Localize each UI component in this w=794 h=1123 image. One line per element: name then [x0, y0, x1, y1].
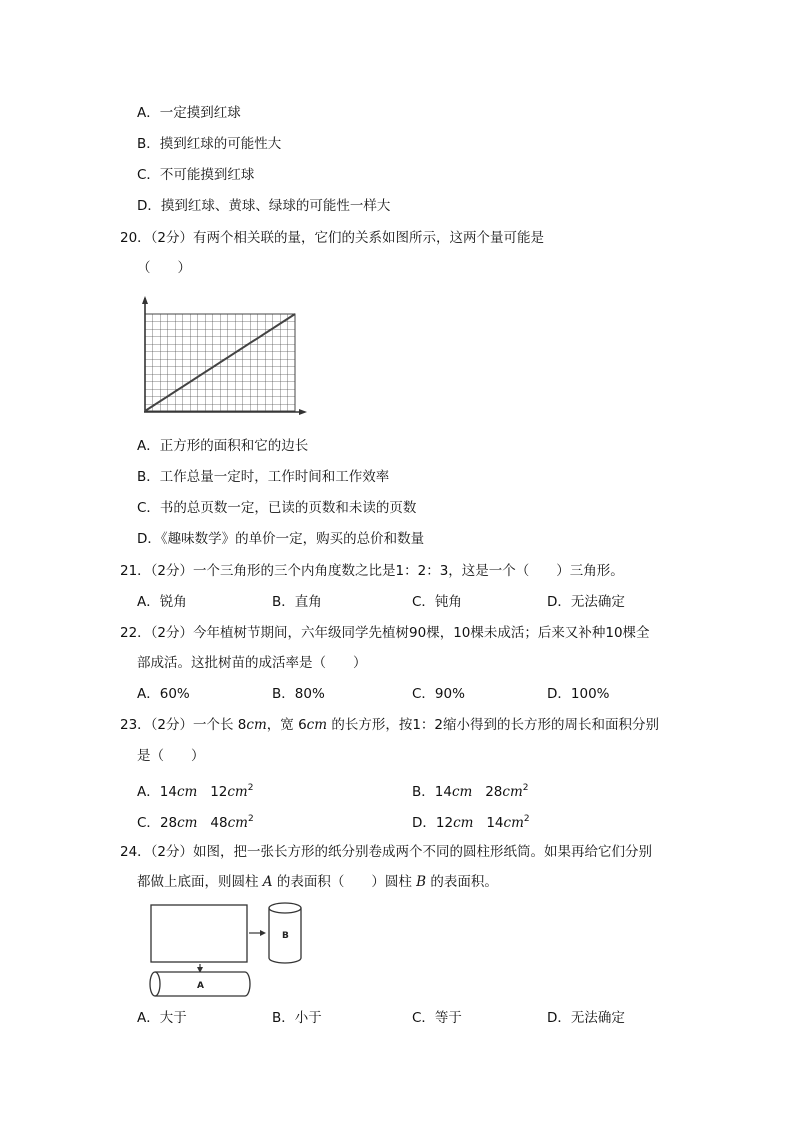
q24-option-c: C．等于: [412, 1010, 462, 1026]
q24-option-d: D．无法确定: [547, 1010, 625, 1026]
q21-option-d: D．无法确定: [547, 594, 625, 610]
q20-graph-x-arrow: [299, 409, 307, 415]
q24-option-b: B．小于: [272, 1010, 322, 1026]
q20-answer-paren: （ ）: [137, 260, 191, 276]
q21-stem: 21．（2分）一个三角形的三个内角度数之比是1：2：3，这是一个（ ）三角形。: [120, 563, 624, 579]
q24-stem-line1: 24．（2分）如图，把一张长方形的纸分别卷成两个不同的圆柱形纸筒。如果再给它们分别: [120, 844, 653, 860]
q19-option-c: C．不可能摸到红球: [137, 167, 255, 183]
q20-option-b: B．工作总量一定时，工作时间和工作效率: [137, 469, 390, 485]
q22-option-d: D．100%: [547, 686, 610, 702]
q24-label-b: B: [282, 931, 289, 941]
q24-option-a: A．大于: [137, 1010, 187, 1026]
q22-stem-line2: 部成活。这批树苗的成活率是（ ）: [137, 655, 367, 671]
q19-option-b: B．摸到红球的可能性大: [137, 136, 282, 152]
q24-label-a: A: [197, 981, 204, 991]
q22-option-a: A．60%: [137, 686, 190, 702]
q20-option-c: C．书的总页数一定，已读的页数和未读的页数: [137, 500, 417, 516]
q21-option-c: C．钝角: [412, 594, 462, 610]
q23-stem-line2: 是（ ）: [137, 748, 205, 764]
q20-stem: 20．（2分）有两个相关联的量，它们的关系如图所示，这两个量可能是: [120, 230, 545, 246]
q20-graph-y-arrow: [142, 296, 148, 304]
q24-paper-rectangle: [151, 905, 247, 962]
q22-option-c: C．90%: [412, 686, 465, 702]
q21-option-b: B．直角: [272, 594, 322, 610]
q24-cylinder-b: [269, 903, 301, 963]
q19-option-d: D．摸到红球、黄球、绿球的可能性一样大: [137, 198, 391, 214]
q19-option-a: A．一定摸到红球: [137, 105, 241, 121]
q22-stem-line1: 22．（2分）今年植树节期间，六年级同学先植树90棵，10棵未成活；后来又补种10棵全: [120, 625, 650, 641]
q23-option-a: A．14cm $12cm^2$: [137, 783, 254, 800]
q24-cylinder-a: [150, 972, 250, 996]
q23-stem-line1: 23．（2分）一个长 8cm，宽 6cm 的长方形，按1：2缩小得到的长方形的周长和面积分别: [120, 717, 660, 733]
q23-option-d: D．12cm $14cm^2$: [412, 814, 530, 831]
q23-option-c: C．28cm $48cm^2$: [137, 814, 254, 831]
q20-option-a: A．正方形的面积和它的边长: [137, 438, 309, 454]
q23-option-b: B．14cm $28cm^2$: [412, 783, 529, 800]
q22-option-b: B．80%: [272, 686, 325, 702]
q24-cylinder-figure: [145, 898, 335, 1000]
q21-option-a: A．锐角: [137, 594, 187, 610]
q20-option-d: D．《趣味数学》的单价一定，购买的总价和数量: [137, 531, 425, 547]
q24-stem-line2: 都做上底面，则圆柱 A 的表面积（ ）圆柱 B 的表面积。: [137, 874, 498, 890]
q20-line-graph: [138, 294, 310, 420]
